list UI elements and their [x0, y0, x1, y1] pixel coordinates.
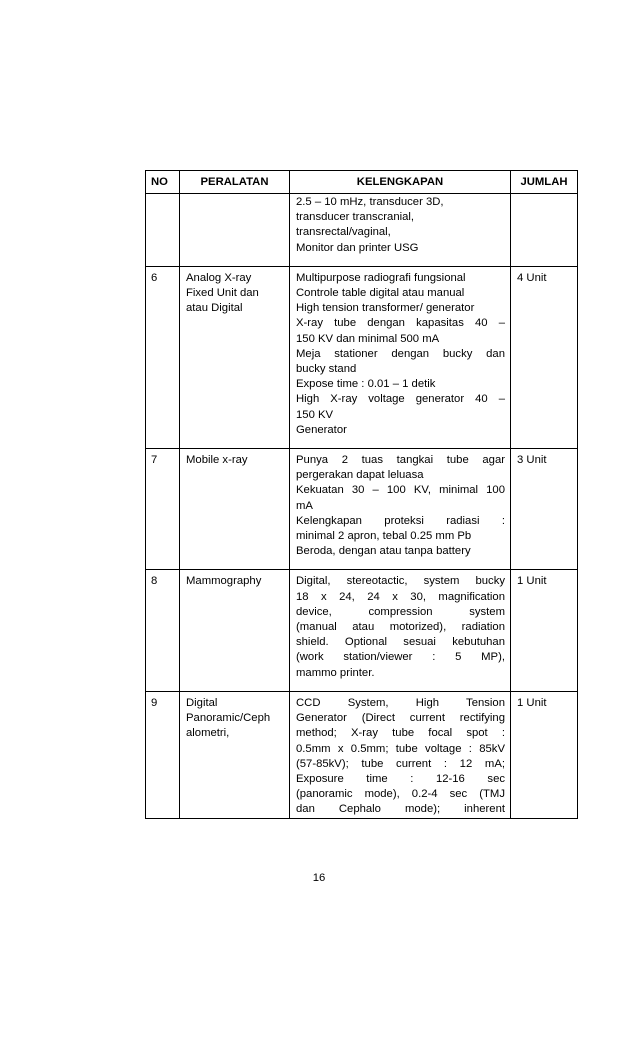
- kelengkapan-line: minimal 2 apron, tebal 0.25 mm Pb: [296, 530, 472, 543]
- kelengkapan-line: Digital, stereotactic, system bucky: [296, 575, 505, 588]
- cell-jumlah: [511, 194, 578, 267]
- kelengkapan-line: High X-ray voltage generator 40 –: [296, 393, 505, 406]
- peralatan-line: Mammography: [186, 575, 262, 588]
- kelengkapan-line: Controle table digital atau manual: [296, 287, 465, 300]
- kelengkapan-line: 18 x 24, 24 x 30, magnification: [296, 590, 505, 603]
- row-spacer: [296, 559, 505, 569]
- row-spacer: [296, 438, 505, 448]
- cell-peralatan: [180, 194, 290, 267]
- kelengkapan-line: X-ray tube dengan kapasitas 40 –: [296, 317, 505, 330]
- kelengkapan-line: mammo printer.: [296, 666, 375, 679]
- kelengkapan-line: High tension transformer/ generator: [296, 302, 475, 315]
- kelengkapan-line: mA: [296, 499, 313, 512]
- peralatan-line: Panoramic/Ceph: [186, 712, 271, 725]
- kelengkapan-line: CCD System, High Tension: [296, 696, 505, 709]
- cell-no: 7: [146, 449, 180, 570]
- cell-no: 9: [146, 691, 180, 818]
- table-body: [146, 194, 578, 819]
- kelengkapan-line: Punya 2 tuas tangkai tube agar: [296, 454, 505, 467]
- kelengkapan-line: 2.5 – 10 mHz, transducer 3D,: [296, 196, 444, 208]
- kelengkapan-line: Exposure time : 12-16 sec: [296, 772, 505, 785]
- kelengkapan-line: 0.5mm x 0.5mm; tube voltage : 85kV: [296, 742, 505, 755]
- header-peralatan: PERALATAN: [180, 171, 290, 194]
- kelengkapan-line: (manual atau motorized), radiation: [296, 621, 505, 634]
- kelengkapan-line: Kekuatan 30 – 100 KV, minimal 100: [296, 484, 505, 497]
- cell-peralatan: [180, 266, 290, 448]
- cell-jumlah: 3 Unit: [511, 449, 578, 570]
- kelengkapan-line: pergerakan dapat leluasa: [296, 469, 424, 482]
- peralatan-line: Digital: [186, 696, 218, 709]
- kelengkapan-line: (57-85kV); tube current : 12 mA;: [296, 757, 505, 770]
- cell-no: [146, 194, 180, 267]
- header-kelengkapan: KELENGKAPAN: [290, 171, 511, 194]
- row-spacer: [296, 681, 505, 691]
- equipment-table: [145, 170, 578, 819]
- cell-jumlah: 4 Unit: [511, 266, 578, 448]
- kelengkapan-line: 150 KV: [296, 408, 334, 421]
- table-row: [146, 570, 578, 691]
- cell-kelengkapan: [290, 266, 511, 448]
- cell-kelengkapan: [290, 570, 511, 691]
- header-jumlah: JUMLAH: [511, 171, 578, 194]
- cell-kelengkapan: [290, 449, 511, 570]
- header-no: NO: [146, 171, 180, 194]
- kelengkapan-line: 150 KV dan minimal 500 mA: [296, 332, 440, 345]
- peralatan-line: Fixed Unit dan: [186, 287, 259, 300]
- peralatan-line: alometri,: [186, 727, 230, 740]
- table-row: [146, 691, 578, 818]
- kelengkapan-line: Generator: [296, 423, 347, 436]
- kelengkapan-line: dan Cephalo mode); inherent: [296, 803, 505, 816]
- kelengkapan-line: Generator (Direct current rectifying: [296, 712, 505, 725]
- kelengkapan-line: Kelengkapan proteksi radiasi :: [296, 514, 505, 527]
- cell-jumlah: 1 Unit: [511, 570, 578, 691]
- row-spacer: [296, 256, 505, 266]
- table-row: [146, 194, 578, 267]
- kelengkapan-line: shield. Optional sesuai kebutuhan: [296, 636, 505, 649]
- kelengkapan-line: method; X-ray tube focal spot :: [296, 727, 505, 740]
- kelengkapan-line: Beroda, dengan atau tanpa battery: [296, 545, 471, 558]
- kelengkapan-line: (panoramic mode), 0.2-4 sec (TMJ: [296, 788, 505, 801]
- cell-kelengkapan: [290, 194, 511, 267]
- kelengkapan-line: Multipurpose radiografi fungsional: [296, 271, 466, 284]
- cell-peralatan: [180, 570, 290, 691]
- cell-no: 8: [146, 570, 180, 691]
- kelengkapan-line: transrectal/vaginal,: [296, 226, 391, 239]
- kelengkapan-line: transducer transcranial,: [296, 211, 415, 224]
- peralatan-line: Analog X-ray: [186, 271, 252, 284]
- kelengkapan-line: Expose time : 0.01 – 1 detik: [296, 378, 436, 391]
- cell-peralatan: [180, 449, 290, 570]
- cell-no: 6: [146, 266, 180, 448]
- cell-jumlah: 1 Unit: [511, 691, 578, 818]
- kelengkapan-line: (work station/viewer : 5 MP),: [296, 651, 505, 664]
- cell-peralatan: [180, 691, 290, 818]
- cell-kelengkapan: [290, 691, 511, 818]
- kelengkapan-line: device, compression system: [296, 605, 505, 618]
- peralatan-line: Mobile x-ray: [186, 454, 248, 467]
- table-row: [146, 266, 578, 448]
- peralatan-line: atau Digital: [186, 302, 243, 315]
- page-number: 16: [312, 872, 326, 884]
- table-row: [146, 449, 578, 570]
- kelengkapan-line: bucky stand: [296, 363, 357, 376]
- kelengkapan-line: Meja stationer dengan bucky dan: [296, 347, 505, 360]
- table-header-row: [146, 171, 578, 194]
- kelengkapan-line: Monitor dan printer USG: [296, 241, 419, 254]
